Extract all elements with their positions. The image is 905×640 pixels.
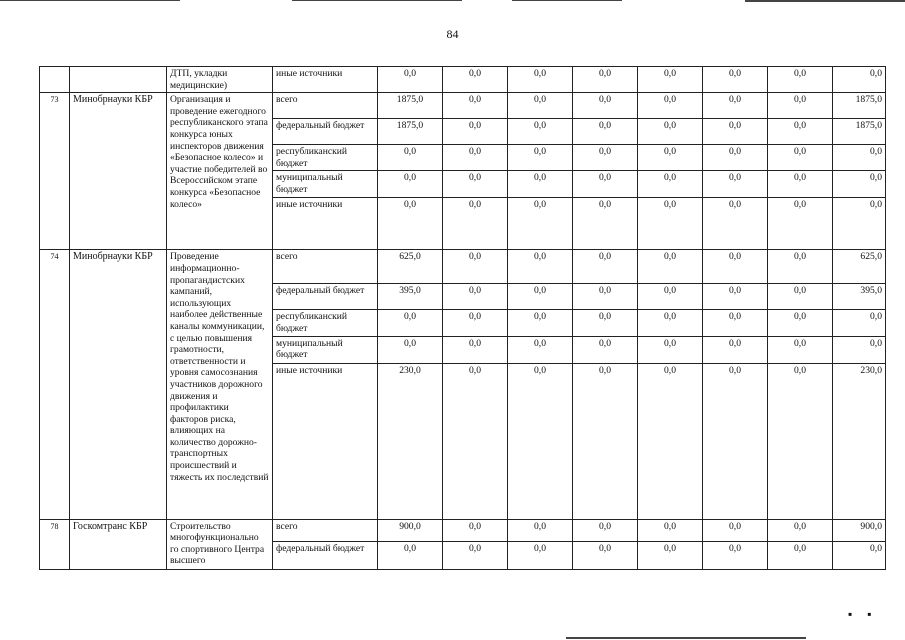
value-cell: 0,0 xyxy=(443,93,508,119)
row-number-cell xyxy=(40,67,70,93)
row-number-cell: 74 xyxy=(40,250,70,519)
source-cell: всего xyxy=(273,519,378,541)
value-cell: 0,0 xyxy=(443,67,508,93)
value-cell: 0,0 xyxy=(703,198,768,250)
source-cell: муниципальный бюджет xyxy=(273,336,378,363)
value-cell: 0,0 xyxy=(573,541,638,569)
value-cell: 1875,0 xyxy=(378,119,443,145)
value-cell: 0,0 xyxy=(378,198,443,250)
value-cell: 0,0 xyxy=(638,119,703,145)
value-cell: 0,0 xyxy=(508,119,573,145)
event-cell: ДТП, укладки медицинские) xyxy=(167,67,273,93)
value-cell: 0,0 xyxy=(703,363,768,519)
scan-artifact-top-right xyxy=(512,0,622,1)
value-cell: 0,0 xyxy=(833,171,886,198)
value-cell: 0,0 xyxy=(378,541,443,569)
value-cell: 0,0 xyxy=(378,67,443,93)
value-cell: 0,0 xyxy=(638,284,703,310)
value-cell: 0,0 xyxy=(573,171,638,198)
source-cell: федеральный бюджет xyxy=(273,284,378,310)
scan-artifact-top-left xyxy=(0,0,180,1)
agency-cell: Минобрнауки КБР xyxy=(70,93,167,250)
value-cell: 0,0 xyxy=(768,541,833,569)
value-cell: 0,0 xyxy=(638,198,703,250)
value-cell: 0,0 xyxy=(703,119,768,145)
value-cell: 0,0 xyxy=(573,198,638,250)
agency-cell xyxy=(70,67,167,93)
value-cell: 0,0 xyxy=(573,363,638,519)
event-cell: Строительство многофункционально го спортивного Центра высшего xyxy=(167,519,273,569)
value-cell: 0,0 xyxy=(508,284,573,310)
value-cell: 0,0 xyxy=(703,250,768,284)
value-cell: 0,0 xyxy=(638,310,703,336)
value-cell: 0,0 xyxy=(703,67,768,93)
value-cell: 0,0 xyxy=(443,541,508,569)
value-cell: 0,0 xyxy=(638,519,703,541)
source-cell: федеральный бюджет xyxy=(273,119,378,145)
row-number-cell: 73 xyxy=(40,93,70,250)
value-cell: 0,0 xyxy=(833,145,886,171)
value-cell: 0,0 xyxy=(703,284,768,310)
source-cell: всего xyxy=(273,250,378,284)
value-cell: 1875,0 xyxy=(833,93,886,119)
value-cell: 0,0 xyxy=(508,541,573,569)
source-cell: иные источники xyxy=(273,363,378,519)
value-cell: 0,0 xyxy=(703,171,768,198)
value-cell: 625,0 xyxy=(833,250,886,284)
value-cell: 0,0 xyxy=(833,310,886,336)
value-cell: 0,0 xyxy=(443,310,508,336)
value-cell: 0,0 xyxy=(573,93,638,119)
value-cell: 0,0 xyxy=(768,145,833,171)
table-row xyxy=(40,519,886,541)
scan-artifact-top-far-right xyxy=(745,0,905,2)
value-cell: 0,0 xyxy=(378,171,443,198)
value-cell: 0,0 xyxy=(638,145,703,171)
value-cell: 1875,0 xyxy=(378,93,443,119)
value-cell: 0,0 xyxy=(573,250,638,284)
scan-marks: ▪ ▪ xyxy=(848,607,872,621)
value-cell: 0,0 xyxy=(638,363,703,519)
value-cell: 230,0 xyxy=(378,363,443,519)
value-cell: 0,0 xyxy=(508,250,573,284)
value-cell: 0,0 xyxy=(573,519,638,541)
value-cell: 0,0 xyxy=(833,336,886,363)
value-cell: 0,0 xyxy=(768,93,833,119)
value-cell: 0,0 xyxy=(573,67,638,93)
value-cell: 0,0 xyxy=(508,171,573,198)
value-cell: 0,0 xyxy=(508,336,573,363)
page-number: 84 xyxy=(446,27,459,41)
table-row xyxy=(40,67,886,93)
table-row xyxy=(40,250,886,284)
source-cell: всего xyxy=(273,93,378,119)
value-cell: 0,0 xyxy=(508,310,573,336)
source-cell: иные источники xyxy=(273,67,378,93)
value-cell: 0,0 xyxy=(508,145,573,171)
value-cell: 0,0 xyxy=(833,541,886,569)
event-cell: Проведение информационно-пропагандистских кампаний, использующих наиболее действенные каналы коммуникации, с целью повышения грамотности, ответственности и уровня самосознания участников дорожного движения и профилактики факторов риска, влияющих на количество дорожно-транспортных происшествий и тяжесть их последствий xyxy=(167,250,273,519)
row-number-cell: 78 xyxy=(40,519,70,569)
value-cell: 0,0 xyxy=(508,67,573,93)
value-cell: 0,0 xyxy=(573,145,638,171)
value-cell: 0,0 xyxy=(443,145,508,171)
value-cell: 0,0 xyxy=(443,171,508,198)
value-cell: 0,0 xyxy=(833,198,886,250)
value-cell: 395,0 xyxy=(378,284,443,310)
value-cell: 0,0 xyxy=(768,119,833,145)
value-cell: 0,0 xyxy=(638,93,703,119)
value-cell: 900,0 xyxy=(378,519,443,541)
value-cell: 0,0 xyxy=(768,336,833,363)
value-cell: 0,0 xyxy=(638,67,703,93)
value-cell: 0,0 xyxy=(508,363,573,519)
value-cell: 0,0 xyxy=(508,519,573,541)
agency-cell: Госкомтранс КБР xyxy=(70,519,167,569)
budget-table xyxy=(39,66,886,570)
value-cell: 0,0 xyxy=(443,119,508,145)
value-cell: 900,0 xyxy=(833,519,886,541)
value-cell: 0,0 xyxy=(703,145,768,171)
value-cell: 0,0 xyxy=(508,93,573,119)
value-cell: 0,0 xyxy=(378,310,443,336)
source-cell: иные источники xyxy=(273,198,378,250)
value-cell: 0,0 xyxy=(768,284,833,310)
source-cell: республиканский бюджет xyxy=(273,310,378,336)
scan-artifact-bottom xyxy=(566,637,806,639)
value-cell: 0,0 xyxy=(508,198,573,250)
value-cell: 0,0 xyxy=(378,336,443,363)
value-cell: 0,0 xyxy=(573,119,638,145)
value-cell: 230,0 xyxy=(833,363,886,519)
source-cell: республиканский бюджет xyxy=(273,145,378,171)
value-cell: 0,0 xyxy=(768,250,833,284)
source-cell: федеральный бюджет xyxy=(273,541,378,569)
value-cell: 1875,0 xyxy=(833,119,886,145)
value-cell: 0,0 xyxy=(573,336,638,363)
value-cell: 0,0 xyxy=(573,310,638,336)
value-cell: 0,0 xyxy=(443,519,508,541)
value-cell: 0,0 xyxy=(638,171,703,198)
value-cell: 0,0 xyxy=(768,310,833,336)
budget-table-body xyxy=(40,67,886,570)
agency-cell: Минобрнауки КБР xyxy=(70,250,167,519)
value-cell: 625,0 xyxy=(378,250,443,284)
value-cell: 0,0 xyxy=(768,519,833,541)
value-cell: 0,0 xyxy=(378,145,443,171)
scan-artifact-top-middle xyxy=(292,0,462,1)
value-cell: 0,0 xyxy=(768,171,833,198)
source-cell: муниципальный бюджет xyxy=(273,171,378,198)
value-cell: 0,0 xyxy=(443,284,508,310)
value-cell: 0,0 xyxy=(638,336,703,363)
value-cell: 0,0 xyxy=(768,67,833,93)
value-cell: 0,0 xyxy=(703,541,768,569)
table-row xyxy=(40,93,886,119)
value-cell: 0,0 xyxy=(703,310,768,336)
value-cell: 395,0 xyxy=(833,284,886,310)
value-cell: 0,0 xyxy=(443,363,508,519)
value-cell: 0,0 xyxy=(768,198,833,250)
value-cell: 0,0 xyxy=(703,519,768,541)
value-cell: 0,0 xyxy=(443,250,508,284)
value-cell: 0,0 xyxy=(703,93,768,119)
value-cell: 0,0 xyxy=(703,336,768,363)
value-cell: 0,0 xyxy=(443,198,508,250)
value-cell: 0,0 xyxy=(638,541,703,569)
value-cell: 0,0 xyxy=(638,250,703,284)
value-cell: 0,0 xyxy=(833,67,886,93)
value-cell: 0,0 xyxy=(768,363,833,519)
value-cell: 0,0 xyxy=(573,284,638,310)
value-cell: 0,0 xyxy=(443,336,508,363)
event-cell: Организация и проведение ежегодного республиканского этапа конкурса юных инспекторов движения «Безопасное колесо» и участие победителей во Всероссийском этапе конкурса «Безопасное колесо» xyxy=(167,93,273,250)
